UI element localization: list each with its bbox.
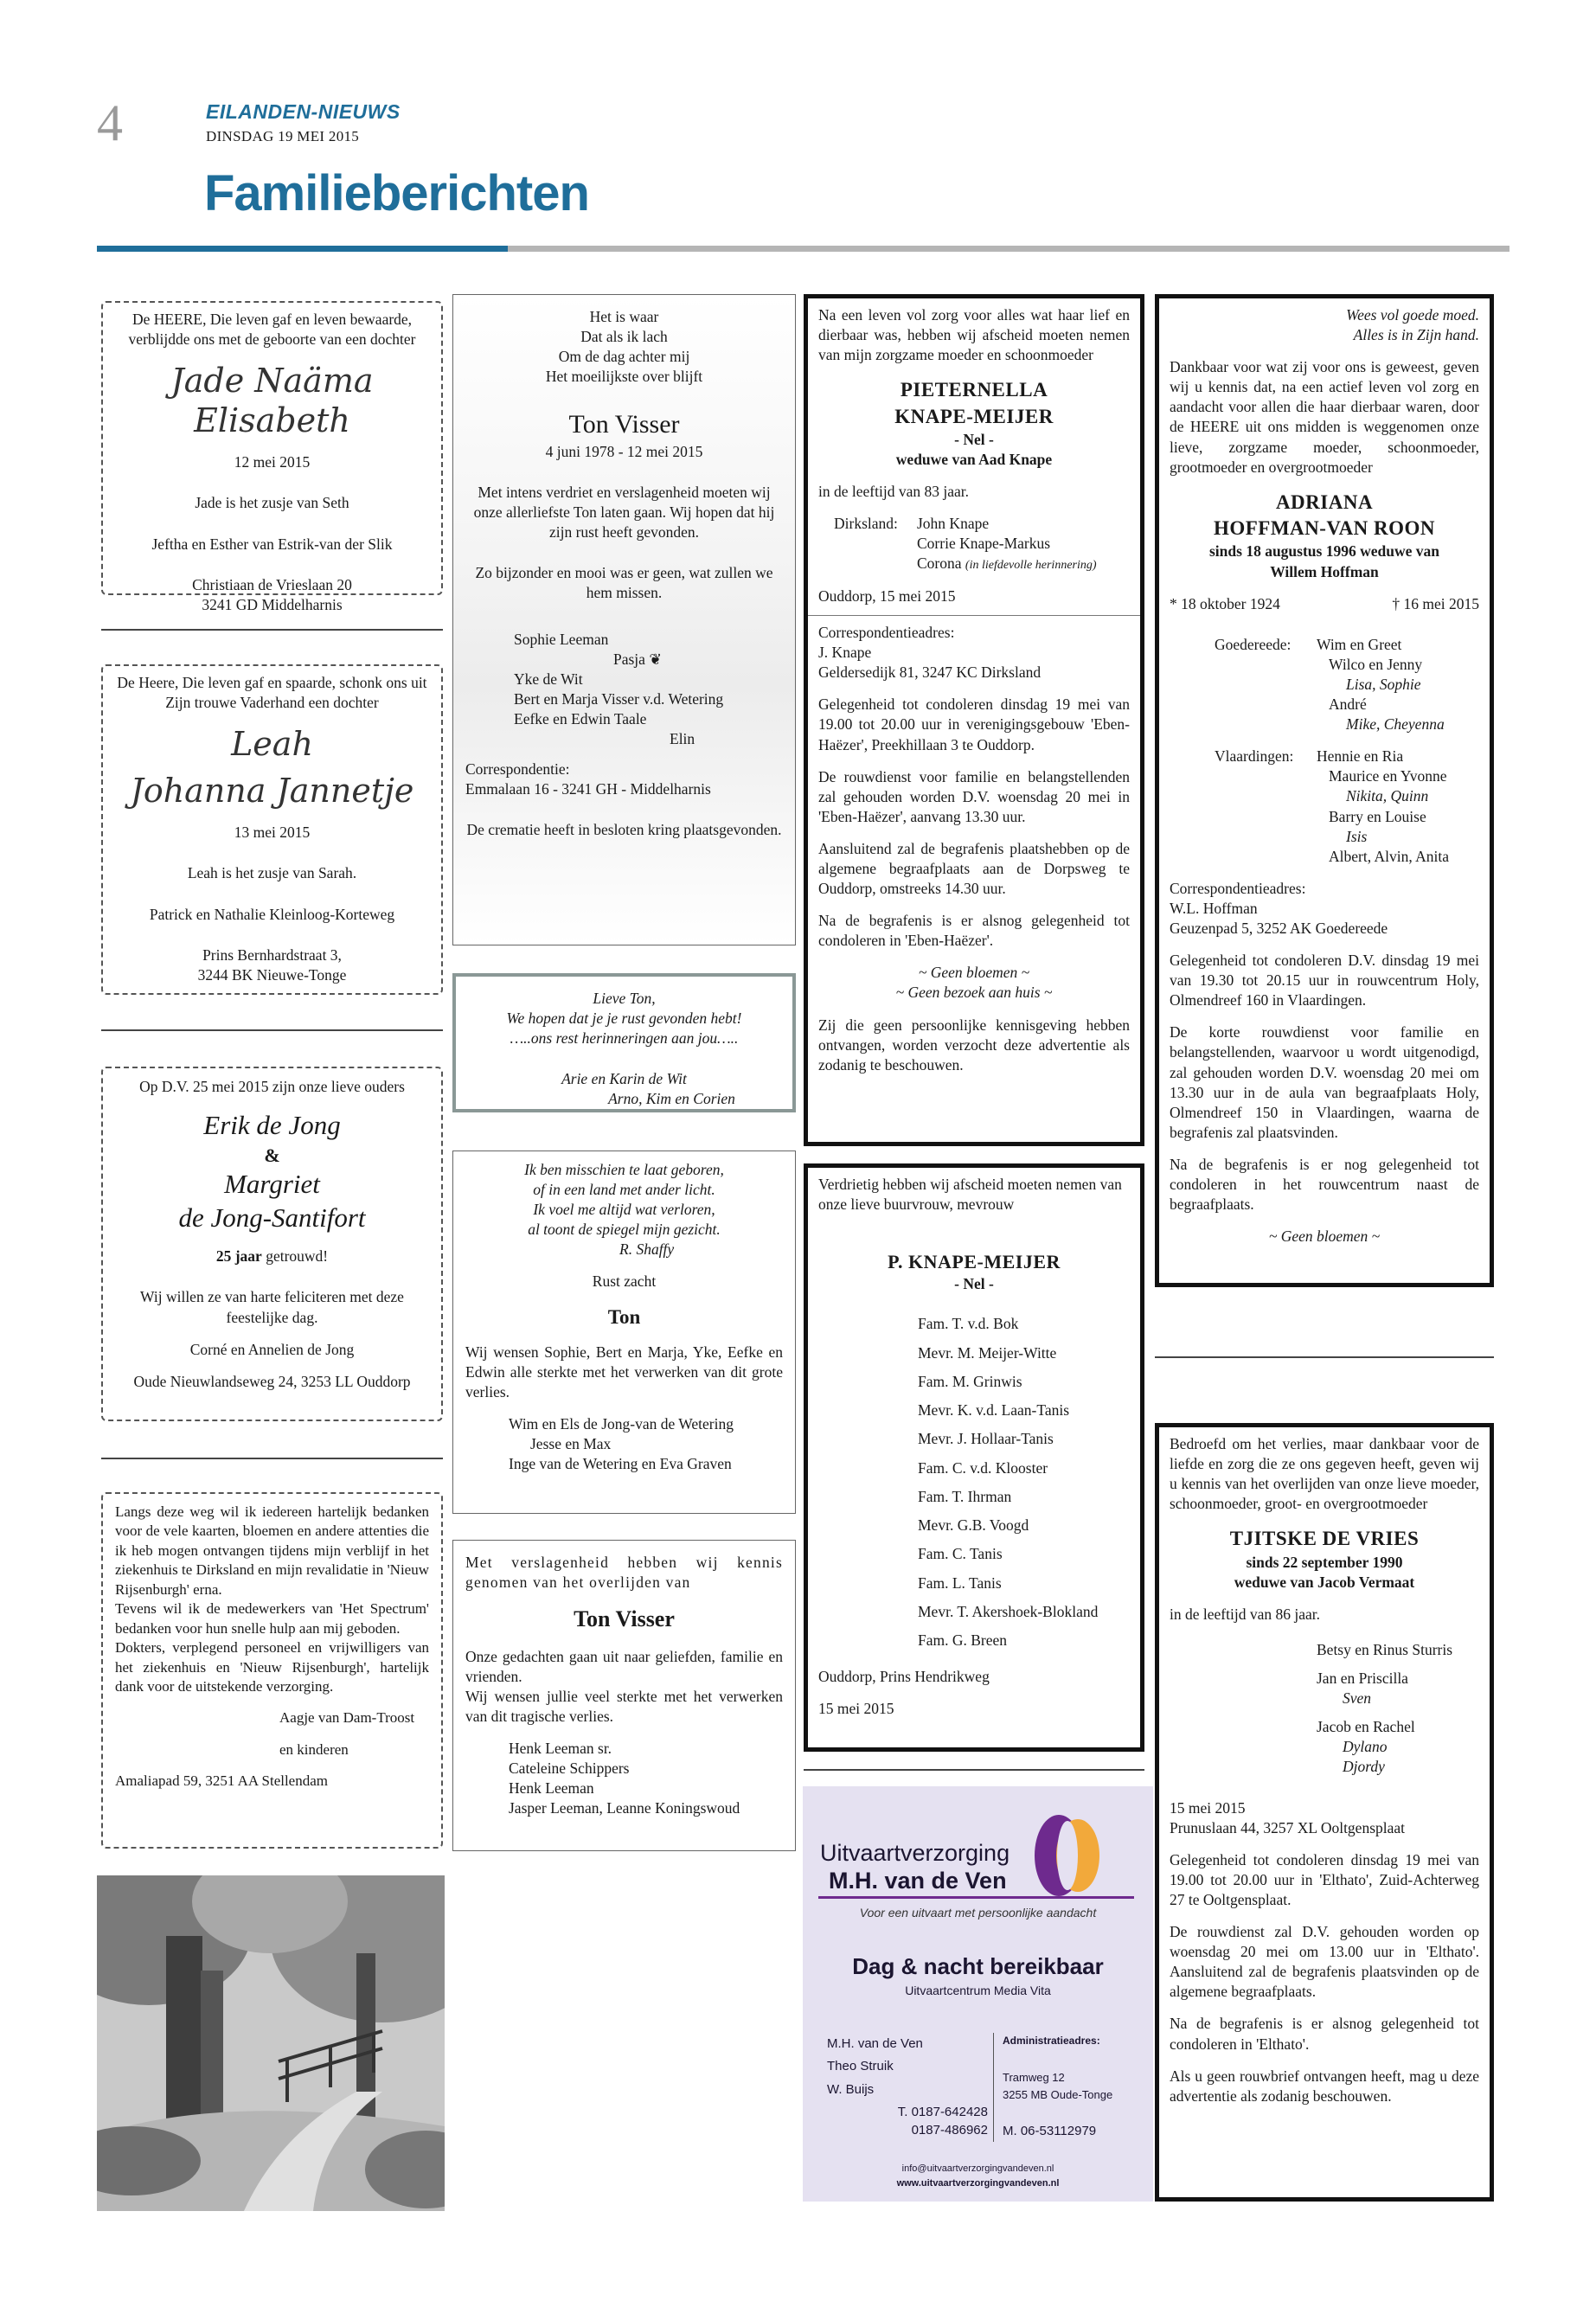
deceased-name: KNAPE-MEIJER xyxy=(894,405,1054,427)
neighbour-name: Mevr. J. Hollaar-Tanis xyxy=(918,1430,1054,1448)
memorial-note: (in liefdevolle herinnering) xyxy=(965,559,1097,573)
neighbour-name: Fam. C. v.d. Klooster xyxy=(918,1458,1048,1477)
notice-text: Met intens verdriet en verslagenheid moeten wij onze allerliefste Ton laten gaan. Wij hopen dat hij zijn rust heeft gevonden. xyxy=(473,484,775,542)
address-line: Amaliapad 59, 3251 AA Stellendam xyxy=(115,1772,328,1790)
address-line: 3241 GD Middelharnis xyxy=(202,595,343,613)
thank-you-notice xyxy=(101,1492,443,1849)
neighbour-name: Mevr. G.B. Voogd xyxy=(918,1516,1029,1535)
neighbour-list xyxy=(818,1310,1130,1655)
signature: Henk Leeman sr. xyxy=(509,1739,612,1757)
birth-announcement-leah xyxy=(101,664,443,995)
sibling-note: Jade is het zusje van Seth xyxy=(195,494,349,512)
header-rule xyxy=(508,246,1509,252)
poem-line: of in een land met ander licht. xyxy=(533,1181,715,1199)
thanks-text: Langs deze weg wil ik iedereen hartelijk bedanken voor de vele kaarten, bloemen en andere attenties die ik heb mogen ontvangen tijdens mijn verblijf in het ziekenhuis te Dirksland en mijn revalidatie in 'Nieuw Rijsenburgh' erna. xyxy=(115,1503,429,1598)
signature: Jesse en Max xyxy=(530,1435,612,1453)
poem-line: al toont de spiegel mijn gezicht. xyxy=(528,1221,721,1239)
message-line: …..ons rest herinneringen aan jou….. xyxy=(510,1029,739,1048)
admin-address: 3255 MB Oude-Tonge xyxy=(1003,2087,1113,2101)
paw-icon: ❦ xyxy=(649,650,662,668)
correspondence-label: Correspondentie: xyxy=(465,760,570,779)
deceased-name: PIETERNELLA xyxy=(900,379,1048,401)
announcement-intro: De Heere, Die leven gaf en spaarde, schonk ons uit Zijn trouwe Vaderhand een dochter xyxy=(117,674,427,712)
no-home-visits: ~ Geen bezoek aan huis ~ xyxy=(895,984,1053,1002)
neighbour-name: Fam. G. Breen xyxy=(918,1631,1008,1650)
ampersand: & xyxy=(264,1144,280,1166)
anniversary-announcement xyxy=(101,1067,443,1421)
widow-of: sinds 22 september 1990 xyxy=(1246,1553,1403,1571)
family-member: Betsy en Rinus Sturris xyxy=(1317,1641,1453,1659)
family-member: Dylano xyxy=(1343,1738,1388,1756)
thanks-text: Tevens wil ik de medewerkers van 'Het Spectrum' bedanken voor hun snelle hulp aan mij geboden. xyxy=(115,1600,429,1637)
forest-path-photo xyxy=(97,1875,445,2211)
child-name: Johanna Jannetje xyxy=(130,771,414,810)
cremation-note: De crematie heeft in besloten kring plaatsgevonden. xyxy=(466,821,782,839)
birth-date: * 18 oktober 1924 xyxy=(1170,594,1280,612)
correspondence-label: Correspondentieadres: xyxy=(1170,879,1306,897)
correspondence-address: Geldersedijk 81, 3247 KC Dirksland xyxy=(818,663,1042,682)
family-member: Maurice en Yvonne xyxy=(1329,767,1447,785)
masthead-logo: EILANDEN-NIEUWS xyxy=(206,100,401,123)
announcement-intro: Verdrietig hebben wij afscheid moeten nemen van onze lieve buurvrouw, mevrouw xyxy=(818,1176,1122,1214)
poem-line: Ik voel me altijd wat verloren, xyxy=(533,1201,715,1219)
widow-of: sinds 18 augustus 1996 weduwe van xyxy=(1209,542,1439,561)
announcement-intro: Op D.V. 25 mei 2015 zijn onze lieve ouders xyxy=(139,1078,405,1095)
condolence-ton-wit xyxy=(452,973,796,1112)
life-dates: 4 juni 1978 - 12 mei 2015 xyxy=(545,442,703,460)
correspondence-address: Emmalaan 16 - 3241 GH - Middelharnis xyxy=(465,780,711,798)
nickname: - Nel - xyxy=(954,1275,994,1293)
neighbour-name: Fam. C. Tanis xyxy=(918,1545,1003,1563)
family-list xyxy=(818,514,1130,574)
correspondence-label: Correspondentieadres: xyxy=(818,624,955,642)
couple-name: Margriet xyxy=(224,1168,320,1199)
after-burial-info: Na de begrafenis is er nog gelegenheid tot condoleren in het rouwcentrum naast de begraafplaats. xyxy=(1170,1155,1479,1214)
deceased-name: ADRIANA xyxy=(1275,490,1374,513)
column-divider xyxy=(101,629,443,631)
forest-path-image xyxy=(97,1875,445,2211)
death-notice-ton-visser xyxy=(452,294,796,945)
couple-name: de Jong-Santifort xyxy=(178,1202,366,1233)
family-member: Bert en Marja Visser v.d. Wetering xyxy=(514,689,724,708)
family-place: Vlaardingen: xyxy=(1215,747,1294,766)
staff-member: W. Buijs xyxy=(827,2081,875,2097)
column-divider xyxy=(804,1769,1144,1771)
death-notice-de-vries xyxy=(1155,1423,1494,2202)
announcement-intro: De HEERE, Die leven gaf en leven bewaarde, verblijdde ons met de geboorte van een dochter xyxy=(128,311,416,349)
ad-contact xyxy=(803,2162,1153,2191)
condolence-info: Gelegenheid tot condoleren D.V. dinsdag 19 mei van 19.30 tot 20.15 uur in rouwcentrum Holy, Olmendreef 160 in Vlaardingen. xyxy=(1170,952,1479,1009)
notice-disclaimer: Zij die geen persoonlijke kennisgeving hebben ontvangen, worden verzocht deze advertentie als zodanig te beschouwen. xyxy=(818,1016,1130,1074)
notice-text: Zo bijzonder en mooi was er geen, wat zullen we hem missen. xyxy=(475,564,773,602)
correspondence-address: J. Knape xyxy=(818,644,872,662)
rest-in-peace: Rust zacht xyxy=(592,1272,657,1291)
family-member: Albert, Alvin, Anita xyxy=(1329,847,1450,865)
congratulation: Wij willen ze van harte feliciteren met deze feestelijke dag. xyxy=(140,1288,404,1326)
correspondence-address: Geuzenpad 5, 3252 AK Goedereede xyxy=(1170,919,1388,937)
notice-disclaimer: Als u geen rouwbrief ontvangen heeft, mag u deze advertentie als zodanig beschouwen. xyxy=(1170,2067,1479,2105)
phone-number: T. 0187-642428 xyxy=(897,2104,988,2119)
header-rule-accent xyxy=(97,246,508,252)
family-member: Sven xyxy=(1343,1689,1372,1708)
age: in de leeftijd van 83 jaar. xyxy=(818,483,969,501)
thanks-text: Dokters, verplegend personeel en vrijwilligers van het ziekenhuis en 'Nieuw Rijsenburgh', hartelijk dank voor de uitstekende verzorging. xyxy=(115,1639,429,1695)
family-member: Wilco en Jenny xyxy=(1329,655,1423,673)
deceased-name: Ton Visser xyxy=(574,1606,675,1632)
column-divider xyxy=(101,1458,443,1459)
neighbour-name: Mevr. T. Akershoek-Blokland xyxy=(918,1602,1099,1620)
message-line: Lieve Ton, xyxy=(593,990,656,1007)
family-member: Isis xyxy=(1346,827,1368,845)
family-list xyxy=(1170,635,1479,734)
birth-date: 12 mei 2015 xyxy=(234,453,311,471)
condolence-ton-jong xyxy=(452,1150,796,1514)
family-member: Mike, Cheyenna xyxy=(1346,715,1445,734)
message-line: We hopen dat je je rust gevonden hebt! xyxy=(506,1009,742,1028)
signature: Arno, Kim en Corien xyxy=(608,1090,735,1108)
admin-address: Tramweg 12 xyxy=(1003,2071,1065,2084)
widow-of: Willem Hoffman xyxy=(1270,562,1379,580)
phone-number: 0187-486962 xyxy=(911,2123,988,2138)
motto-line: Alles is in Zijn hand. xyxy=(1353,326,1479,344)
neighbour-name: Fam. T. v.d. Bok xyxy=(918,1315,1019,1333)
signature: Cateleine Schippers xyxy=(509,1759,630,1777)
notice-date: 15 mei 2015 xyxy=(818,1700,894,1718)
death-notice-knape-meijer xyxy=(804,294,1144,1146)
motto-line: Wees vol goede moed. xyxy=(1346,306,1479,324)
family-member: Lisa, Sophie xyxy=(1346,675,1421,693)
announcement-intro: Dankbaar voor wat zij voor ons is geweest, geven wij u kennis dat, na een actief leven vol zorg en aandacht voor allen die haar dierbaar waren, door de HEERE uit ons midden is weggenomen onze lieve, zorgzame moeder, schoonmoeder, grootmoeder en overgrootmoeder xyxy=(1170,358,1479,476)
years-married-text: getrouwd! xyxy=(261,1247,329,1266)
condolence-info: Gelegenheid tot condoleren dinsdag 19 mei van 19.00 tot 20.00 uur in verenigingsgebouw 'Eben-Haëzer', Preekhillaan 3 te Ouddorp. xyxy=(818,695,1130,753)
widow-of: weduwe van Jacob Vermaat xyxy=(1234,1573,1415,1591)
poem-line: Dat als ik lach xyxy=(580,328,668,346)
signature: Aagje van Dam-Troost xyxy=(279,1709,415,1727)
address-line: Oude Nieuwlandseweg 24, 3253 LL Ouddorp xyxy=(133,1372,411,1390)
poem-line: Het moeilijkste over blijft xyxy=(545,368,703,386)
brand-name: Uitvaartverzorging xyxy=(820,1840,1010,1866)
poem-author: R. Shaffy xyxy=(619,1240,675,1259)
announcement-intro: Na een leven vol zorg voor alles wat haar lief en dierbaar was, hebben wij afscheid moeten nemen van mijn zorgzame moeder en schoonmoeder xyxy=(818,306,1130,364)
ad-center-name: Uitvaartcentrum Media Vita xyxy=(905,1984,1051,1997)
family-member: John Knape xyxy=(917,515,990,533)
notice-text: Onze gedachten gaan uit naar geliefden, familie en vrienden. xyxy=(465,1647,783,1685)
column-divider xyxy=(1155,1356,1494,1358)
family-list xyxy=(1170,747,1479,867)
address-line: 3244 BK Nieuwe-Tonge xyxy=(197,965,347,984)
after-burial-info: Na de begrafenis is er alsnog gelegenheid tot condoleren in 'Eben-Haëzer'. xyxy=(818,912,1130,950)
no-flowers: ~ Geen bloemen ~ xyxy=(1268,1227,1381,1246)
deceased-name: HOFFMAN-VAN ROON xyxy=(1213,517,1436,540)
brand-name: M.H. van de Ven xyxy=(829,1868,1007,1894)
family-member xyxy=(514,650,783,670)
couple-name: Erik de Jong xyxy=(203,1110,341,1141)
address-line: Ouddorp, Prins Hendrikweg xyxy=(818,1668,990,1686)
sibling-note: Leah is het zusje van Sarah. xyxy=(187,864,357,882)
family-member-name: Pasja xyxy=(613,650,645,668)
birth-date: 13 mei 2015 xyxy=(234,824,311,842)
signature: Inge van de Wetering en Eva Graven xyxy=(509,1455,732,1473)
family-member: André xyxy=(1329,695,1367,714)
signature: Henk Leeman xyxy=(509,1779,594,1798)
signatories: Corné en Annelien de Jong xyxy=(189,1340,355,1358)
after-burial-info: Na de begrafenis is er alsnog gelegenheid tot condoleren in 'Elthato'. xyxy=(1170,2015,1479,2053)
mobile-number: M. 06-53112979 xyxy=(1003,2124,1097,2138)
address-line: Prunuslaan 44, 3257 XL Ooltgensplaat xyxy=(1170,1818,1406,1836)
address-line: Prins Bernhardstraat 3, xyxy=(202,945,342,964)
brand-underline xyxy=(818,1896,1134,1899)
family-member: Sophie Leeman xyxy=(514,630,609,648)
family-member: Wim en Greet xyxy=(1317,635,1402,653)
admin-label: Administratieadres: xyxy=(1003,2035,1100,2047)
ad-slogan: Voor een uitvaart met persoonlijke aandacht xyxy=(859,1906,1097,1920)
family-member: Barry en Louise xyxy=(1329,807,1426,825)
age: in de leeftijd van 86 jaar. xyxy=(1170,1605,1320,1623)
child-name: Leah xyxy=(231,725,313,764)
ad-availability: Dag & nacht bereikbaar xyxy=(852,1953,1104,1979)
address-line: Christiaan de Vrieslaan 20 xyxy=(192,575,352,593)
family-place: Goedereede: xyxy=(1215,635,1292,653)
family-member: Yke de Wit xyxy=(514,670,583,688)
family-member xyxy=(917,554,1097,574)
deceased-name: P. KNAPE-MEIJER xyxy=(888,1251,1061,1273)
section-title: Familieberichten xyxy=(204,165,589,221)
notice-text: Wij wensen jullie veel sterkte met het verwerken van dit tragische verlies. xyxy=(465,1687,783,1725)
neighbour-name: Mevr. K. v.d. Laan-Tanis xyxy=(918,1401,1070,1420)
correspondence-address: W.L. Hoffman xyxy=(1170,899,1258,917)
family-member: Nikita, Quinn xyxy=(1346,787,1429,805)
date-place: Ouddorp, 15 mei 2015 xyxy=(818,586,956,605)
service-info: De rouwdienst zal D.V. gehouden worden op woensdag 20 mei om 13.00 uur in 'Elthato'. Aansluitend zal de begrafenis plaatsvinden op de algemene begraafplaats. xyxy=(1170,1923,1479,2001)
neighbour-name: Fam. M. Grinwis xyxy=(918,1372,1022,1390)
family-member: Corrie Knape-Markus xyxy=(917,535,1051,553)
family-member: Eefke en Edwin Taale xyxy=(514,709,647,727)
years-married xyxy=(115,1247,429,1266)
deceased-name: TJITSKE DE VRIES xyxy=(1229,1528,1420,1550)
child-name: Jade Naäma Elisabeth xyxy=(170,362,374,439)
birth-announcement-jade xyxy=(101,301,443,613)
ad-staff xyxy=(827,2033,988,2138)
issue-date: DINSDAG 19 MEI 2015 xyxy=(206,128,360,144)
deceased-name: Ton xyxy=(607,1305,641,1328)
announcement-intro: Bedroefd om het verlies, maar dankbaar voor de liefde en zorg die ze ons gegeven heeft, geven wij u kennis van het overlijden van onze lieve moeder, schoonmoeder, groot- en overgrootmoeder xyxy=(1170,1435,1479,1513)
family-member: Hennie en Ria xyxy=(1317,747,1404,766)
burial-info: Aansluitend zal de begrafenis plaatshebben op de algemene begraafplaats aan de Dorpsweg te Ouddorp, omstreeks 14.30 uur. xyxy=(818,839,1130,898)
email-link[interactable]: info@uitvaartverzorgingvandeven.nl xyxy=(901,2163,1054,2174)
poem-line: Ik ben misschien te laat geboren, xyxy=(524,1161,724,1178)
nickname: - Nel - xyxy=(954,431,994,448)
brand-logo-icon xyxy=(1028,1808,1110,1903)
signature: Arie en Karin de Wit xyxy=(561,1070,687,1088)
staff-member: Theo Struik xyxy=(827,2059,894,2074)
parents: Jeftha en Esther van Estrik-van der Slik xyxy=(151,535,393,553)
no-flowers: ~ Geen bloemen ~ xyxy=(918,964,1030,982)
service-info: De rouwdienst voor familie en belangstellenden zal gehouden worden D.V. woensdag 20 mei in 'Eben-Haëzer', aanvang 13.30 uur. xyxy=(818,767,1130,825)
ad-admin xyxy=(993,2033,1140,2142)
signature: Jasper Leeman, Leanne Koningswoud xyxy=(509,1799,740,1817)
neighbour-name: Fam. T. Ihrman xyxy=(918,1487,1012,1505)
signature: en kinderen xyxy=(279,1740,349,1758)
death-notice-neighbours xyxy=(804,1163,1144,1752)
funeral-service-ad xyxy=(803,1786,1153,2202)
widow-of: weduwe van Aad Knape xyxy=(895,451,1053,469)
condolence-ton-leeman xyxy=(452,1540,796,1851)
family-member-name: Corona xyxy=(917,554,962,573)
staff-member: M.H. van de Ven xyxy=(827,2036,923,2051)
neighbour-name: Fam. L. Tanis xyxy=(918,1574,1002,1592)
page-number: 4 xyxy=(97,94,123,151)
poem-line: Om de dag achter mij xyxy=(558,348,690,366)
death-date: † 16 mei 2015 xyxy=(1392,594,1479,612)
deceased-name: Ton Visser xyxy=(568,410,680,439)
years-married-count: 25 jaar xyxy=(215,1247,262,1266)
announcement-intro: Met verslagenheid hebben wij kennis genomen van het overlijden van xyxy=(465,1554,783,1592)
notice-date: 15 mei 2015 xyxy=(1170,1798,1246,1817)
poem-line: Het is waar xyxy=(589,308,659,325)
family-member: Jan en Priscilla xyxy=(1317,1670,1408,1688)
condolence-info: Gelegenheid tot condoleren dinsdag 19 mei van 19.00 tot 20.00 uur in 'Elthato', Zuid-Achterweg 27 te Ooltgensplaat. xyxy=(1170,1850,1479,1908)
notice-text: Wij wensen Sophie, Bert en Marja, Yke, Eefke en Edwin alle sterkte met het verwerken van dit grote verlies. xyxy=(465,1343,783,1401)
death-notice-hoffman xyxy=(1155,294,1494,1287)
family-member: Jacob en Rachel xyxy=(1317,1718,1415,1736)
family-member: Djordy xyxy=(1343,1758,1385,1776)
family-member: Elin xyxy=(670,730,695,747)
column-divider xyxy=(101,1029,443,1031)
signature: Wim en Els de Jong-van de Wetering xyxy=(509,1415,734,1433)
service-info: De korte rouwdienst voor familie en belangstellenden, waarvoor u wordt uitgenodigd, zal gehouden worden D.V. woensdag 20 mei om 13.30 uur in de aula van begraafplaats Holy, Olmendreef 150 in Vlaardingen, waarna de begrafenis zal plaatsvinden. xyxy=(1170,1023,1479,1141)
neighbour-name: Mevr. M. Meijer-Witte xyxy=(918,1343,1057,1362)
family-place: Dirksland: xyxy=(834,515,898,533)
website-link[interactable]: www.uitvaartverzorgingvandeven.nl xyxy=(896,2178,1060,2189)
parents: Patrick en Nathalie Kleinloog-Korteweg xyxy=(149,905,395,923)
